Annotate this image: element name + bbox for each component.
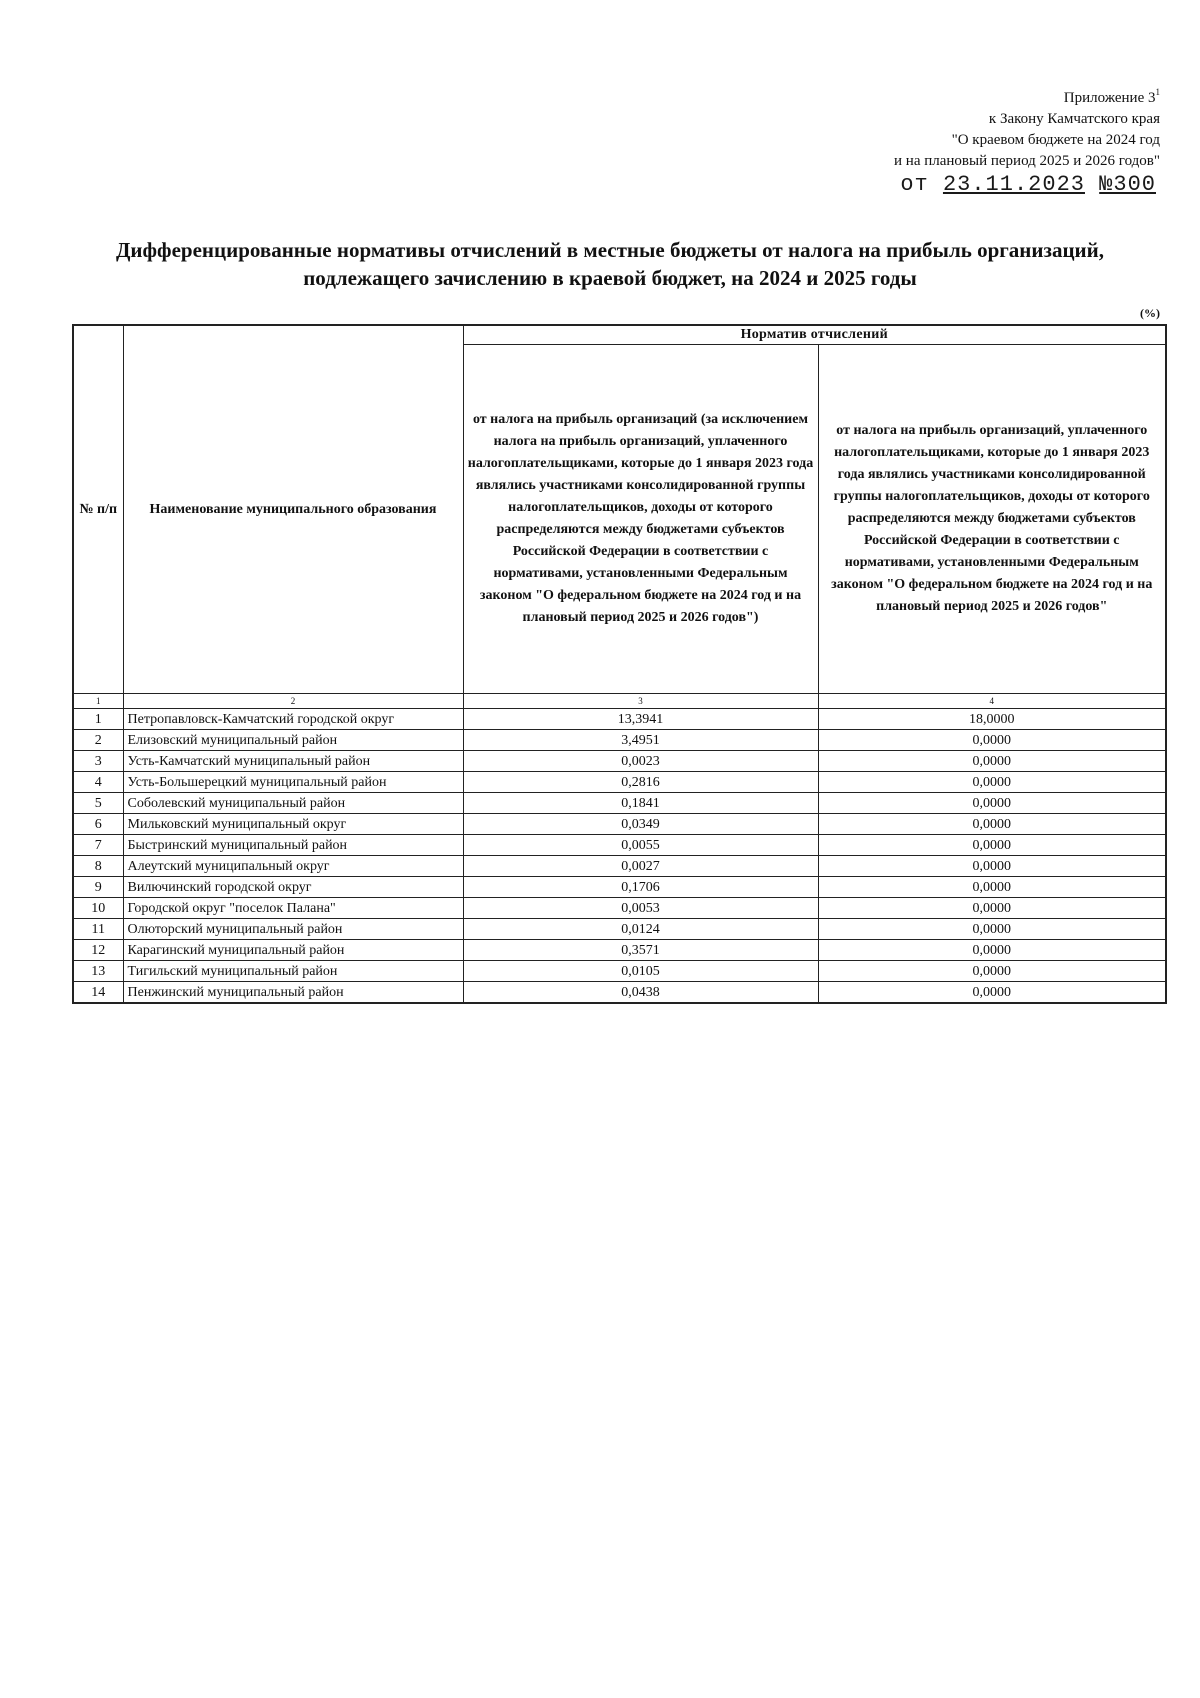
appendix-line-1: Приложение $3^1$ — [1063, 87, 1160, 106]
norm-value-col3-cell: 0,0053 — [463, 898, 818, 919]
header-municipality-name: Наименование муниципального образования — [123, 325, 463, 694]
stamp-date: 23.11.2023 — [942, 172, 1085, 197]
norm-value-col4-cell: 0,0000 — [818, 982, 1166, 1004]
table-row — [73, 919, 1166, 940]
norm-value-col4-cell: 0,0000 — [818, 856, 1166, 877]
norm-value-col4-cell: 0,0000 — [818, 898, 1166, 919]
norm-value-col3-cell: 0,3571 — [463, 940, 818, 961]
row-number-cell: 2 — [73, 730, 123, 751]
appendix-line-3: "О краевом бюджете на 2024 год — [951, 132, 1160, 148]
norm-value-col3-cell: 0,0027 — [463, 856, 818, 877]
norm-value-col3-cell: 0,0023 — [463, 751, 818, 772]
table-row — [73, 940, 1166, 961]
row-number-cell: 4 — [73, 772, 123, 793]
document-title — [60, 236, 1160, 292]
row-number-cell: 11 — [73, 919, 123, 940]
row-number-cell: 5 — [73, 793, 123, 814]
norm-value-col4-cell: 0,0000 — [818, 877, 1166, 898]
municipality-name-cell: Усть-Большерецкий муниципальный район — [123, 772, 463, 793]
column-number-4: 4 — [818, 694, 1166, 709]
municipality-name-cell: Карагинский муниципальный район — [123, 940, 463, 961]
norm-value-col3-cell: 0,0105 — [463, 961, 818, 982]
column-number-1: 1 — [73, 694, 123, 709]
header-row-number: № п/п — [73, 325, 123, 694]
table-row — [73, 814, 1166, 835]
municipality-name-cell: Вилючинский городской округ — [123, 877, 463, 898]
norm-value-col4-cell: 0,0000 — [818, 814, 1166, 835]
row-number-cell: 7 — [73, 835, 123, 856]
norm-value-col4-cell: 18,0000 — [818, 709, 1166, 730]
appendix-superscript: 1 — [1155, 87, 1160, 97]
norm-value-col4-cell: 0,0000 — [818, 730, 1166, 751]
row-number-cell: 12 — [73, 940, 123, 961]
row-number-cell: 6 — [73, 814, 123, 835]
header-col3-description: от налога на прибыль организаций (за исключением налога на прибыль организаций, уплаченного налогоплательщиками, которые до 1 января 2023 года являлись участниками консолидированной группы налогоплательщиков, доходы от которого распределяются между бюджетами субъектов Российской Федерации в соответствии с нормативами, установленными Федеральным законом "О федеральном бюджете на 2024 год и на плановый период 2025 и 2026 годов") — [463, 345, 818, 694]
stamp-prefix: от — [900, 172, 929, 197]
row-number-cell: 8 — [73, 856, 123, 877]
municipality-name-cell: Мильковский муниципальный округ — [123, 814, 463, 835]
row-number-cell: 3 — [73, 751, 123, 772]
column-number-3: 3 — [463, 694, 818, 709]
appendix-block — [894, 82, 1160, 172]
municipality-name-cell: Городской округ "поселок Палана" — [123, 898, 463, 919]
row-number-cell: 9 — [73, 877, 123, 898]
title-line-1: Дифференцированные нормативы отчислений в местные бюджеты от налога на прибыль организаций, — [115, 238, 1104, 262]
norm-value-col3-cell: 13,3941 — [463, 709, 818, 730]
table-row — [73, 877, 1166, 898]
municipality-name-cell: Быстринский муниципальный район — [123, 835, 463, 856]
row-number-cell: 13 — [73, 961, 123, 982]
date-number-stamp — [900, 172, 1156, 197]
municipality-name-cell: Соболевский муниципальный район — [123, 793, 463, 814]
municipality-name-cell: Петропавловск-Камчатский городской округ — [123, 709, 463, 730]
row-number-cell: 10 — [73, 898, 123, 919]
table-row — [73, 793, 1166, 814]
table-row — [73, 898, 1166, 919]
table-row — [73, 751, 1166, 772]
table-row — [73, 709, 1166, 730]
table-row — [73, 856, 1166, 877]
norm-value-col3-cell: 0,2816 — [463, 772, 818, 793]
municipality-name-cell: Олюторский муниципальный район — [123, 919, 463, 940]
table-row — [73, 772, 1166, 793]
municipality-name-cell: Елизовский муниципальный район — [123, 730, 463, 751]
table-body — [73, 694, 1166, 1004]
column-number-2: 2 — [123, 694, 463, 709]
unit-label: (%) — [1140, 306, 1160, 320]
norm-value-col4-cell: 0,0000 — [818, 961, 1166, 982]
municipality-name-cell: Алеутский муниципальный округ — [123, 856, 463, 877]
norm-value-col3-cell: 0,1841 — [463, 793, 818, 814]
norm-value-col4-cell: 0,0000 — [818, 940, 1166, 961]
table-row — [73, 730, 1166, 751]
norm-value-col4-cell: 0,0000 — [818, 919, 1166, 940]
appendix-line-2: к Закону Камчатского края — [988, 111, 1160, 127]
table-row — [73, 961, 1166, 982]
table-row — [73, 982, 1166, 1004]
appendix-line-4: и на плановый период 2025 и 2026 годов" — [894, 153, 1160, 169]
municipality-name-cell: Пенжинский муниципальный район — [123, 982, 463, 1004]
table-row — [73, 835, 1166, 856]
norm-value-col4-cell: 0,0000 — [818, 793, 1166, 814]
norm-value-col4-cell: 0,0000 — [818, 772, 1166, 793]
norm-value-col3-cell: 0,1706 — [463, 877, 818, 898]
header-norm: Норматив отчислений — [463, 325, 1166, 345]
row-number-cell: 1 — [73, 709, 123, 730]
stamp-number: №300 — [1099, 172, 1156, 197]
column-numbers-row — [73, 694, 1166, 709]
norm-value-col4-cell: 0,0000 — [818, 835, 1166, 856]
norms-table — [72, 324, 1167, 1004]
norm-value-col4-cell: 0,0000 — [818, 751, 1166, 772]
norm-value-col3-cell: 0,0349 — [463, 814, 818, 835]
norm-value-col3-cell: 0,0055 — [463, 835, 818, 856]
title-line-2: подлежащего зачислению в краевой бюджет, на 2024 и 2025 годы — [303, 266, 917, 290]
municipality-name-cell: Усть-Камчатский муниципальный район — [123, 751, 463, 772]
norm-value-col3-cell: 0,0124 — [463, 919, 818, 940]
municipality-name-cell: Тигильский муниципальный район — [123, 961, 463, 982]
norm-value-col3-cell: 0,0438 — [463, 982, 818, 1004]
norm-value-col3-cell: 3,4951 — [463, 730, 818, 751]
header-col4-description: от налога на прибыль организаций, уплаченного налогоплательщиками, которые до 1 января 2023 года являлись участниками консолидированной группы налогоплательщиков, доходы от которого распределяются между бюджетами субъектов Российской Федерации в соответствии с нормативами, установленными Федеральным законом "О федеральном бюджете на 2024 год и на плановый период 2025 и 2026 годов" — [818, 345, 1166, 694]
row-number-cell: 14 — [73, 982, 123, 1004]
